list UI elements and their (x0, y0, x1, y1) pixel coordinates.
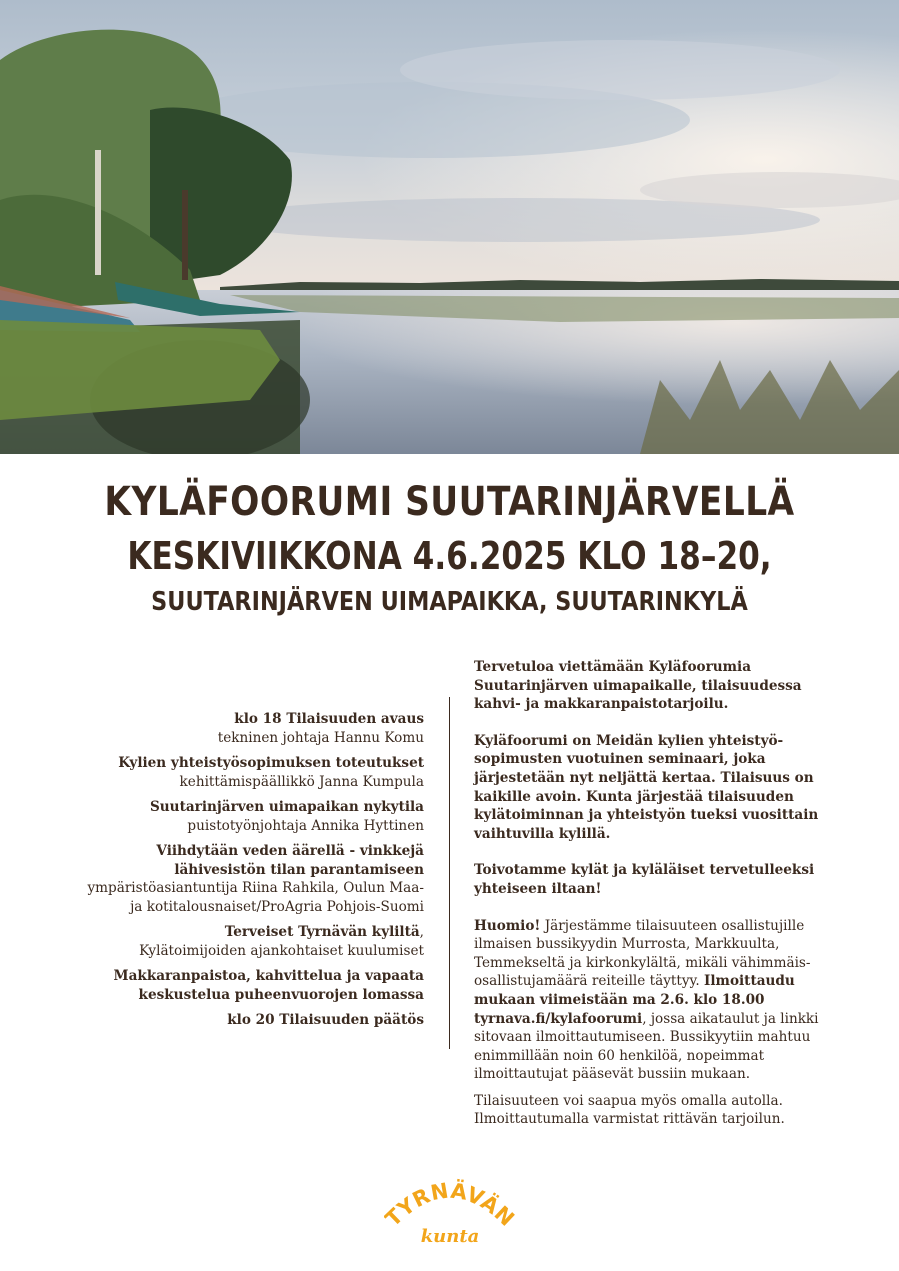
program-item (24, 842, 424, 916)
program-item-title: Suutarinjärven uimapaikan nykytila (149, 799, 424, 815)
logo-text-top: YRNÄVÄ (393, 1178, 504, 1222)
program-item-title: klo 20 Tilaisuuden päätös (227, 1012, 424, 1028)
program-item-speaker: kehittämispäällikkö Janna Kumpula (179, 773, 424, 790)
program-item-speaker: tekninen johtaja Hannu Komu (217, 729, 424, 746)
event-date: KESKIVIIKKONA 4.6.2025 KLO 18–20, (127, 534, 772, 578)
tyrnava-logo-mark (384, 1172, 516, 1252)
info-bus-notice (474, 917, 846, 1084)
program-item-title: klo 18 Tilaisuuden avaus (234, 711, 424, 727)
program-item-speaker: ja kotitalousnaiset/ProAgria Pohjois-Suomi (130, 898, 424, 915)
page-title: KYLÄFOORUMI SUUTARINJÄRVELLÄ (104, 479, 795, 525)
program-item-title: Makkaranpaistoa, kahvittelua ja vapaata (113, 968, 424, 984)
program-item (24, 923, 424, 960)
program-item-title: Kylien yhteistyösopimuksen toteutukset (118, 755, 424, 771)
lake-landscape-photo (0, 0, 899, 454)
registration-link[interactable]: Ilmoittaudu mukaan viimeistään ma 2.6. klo 18.00 tyrnava.fi/kylafoorumi (474, 973, 795, 1027)
program-item-title: Viihdytään veden äärellä - vinkkejä (156, 843, 424, 859)
event-place: SUUTARINJÄRVEN UIMAPAIKKA, SUUTARINKYLÄ (151, 587, 748, 617)
program-item (24, 1011, 424, 1030)
program-item-speaker: ympäristöasiantuntija Riina Rahkila, Oulun Maa- (87, 880, 424, 896)
title-block (0, 470, 899, 622)
info-welcome: Tervetuloa viettämään Kyläfoorumia Suutarinjärven uimapaikalle, tilaisuudessa kahvi- ja makkaranpaistotarjoilu. (474, 659, 802, 713)
program-item (24, 967, 424, 1004)
info-invitation: Toivotamme kylät ja kyläläiset tervetulleeksi yhteiseen iltaan! (474, 862, 815, 897)
logo-text-bottom: kunta (420, 1226, 480, 1247)
program-item-title: keskustelua puheenvuorojen lomassa (138, 986, 424, 1003)
notice-text: Järjestämme tilaisuuteen osallistujille ilmaisen bussikyydin Murrosta, Markkuulta, Temmekseltä ja kirkonkylältä, mikäli vähimmäis-osallistujamäärä reiteille täyttyy. (474, 917, 811, 990)
hero-lake-photo (0, 0, 899, 454)
svg-text:TYRNÄVÄN (384, 1178, 516, 1232)
info-car-notice: Tilaisuuteen voi saapua myös omalla autolla. Ilmoittautumalla varmistat rittävän tarjoilun. (474, 1092, 785, 1128)
tyrnava-logo (384, 1172, 516, 1252)
program-item (24, 710, 424, 747)
info-description: Kyläfoorumi on Meidän kylien yhteistyö-sopimusten vuotuinen seminaari, joka järjestetään nyt neljättä kertaa. Tilaisuus on kaikille avoin. Kunta järjestää tilaisuuden kylätoiminnan ja yhteistyön tueksi vuosittain vaihtuvilla kylillä. (474, 732, 819, 842)
program-item-title-line (24, 923, 424, 942)
notice-lead: Huomio! (474, 917, 541, 934)
program-item (24, 798, 424, 835)
notice-text-continued: , jossa aikataulut ja linkki sitovaan ilmoittautumiseen. Bussikyytiin mahtuu enimmillään noin 60 henkilöä, nopeimmat ilmoittautujat pääsevät bussiin mukaan. (474, 1010, 819, 1083)
column-divider (449, 697, 450, 1049)
program-item-speaker: Kylätoimijoiden ajankohtaiset kuulumiset (139, 942, 424, 959)
program-item-title: Terveiset Tyrnävän kyliltä (224, 924, 420, 940)
program-item-title-suffix: , (419, 924, 424, 940)
program-item-speaker: puistotyönjohtaja Annika Hyttinen (187, 817, 424, 834)
program-item (24, 754, 424, 791)
program-item-title: lähivesistön tilan parantamiseen (174, 861, 424, 878)
info-text (474, 658, 846, 1147)
program-list (24, 710, 424, 1037)
